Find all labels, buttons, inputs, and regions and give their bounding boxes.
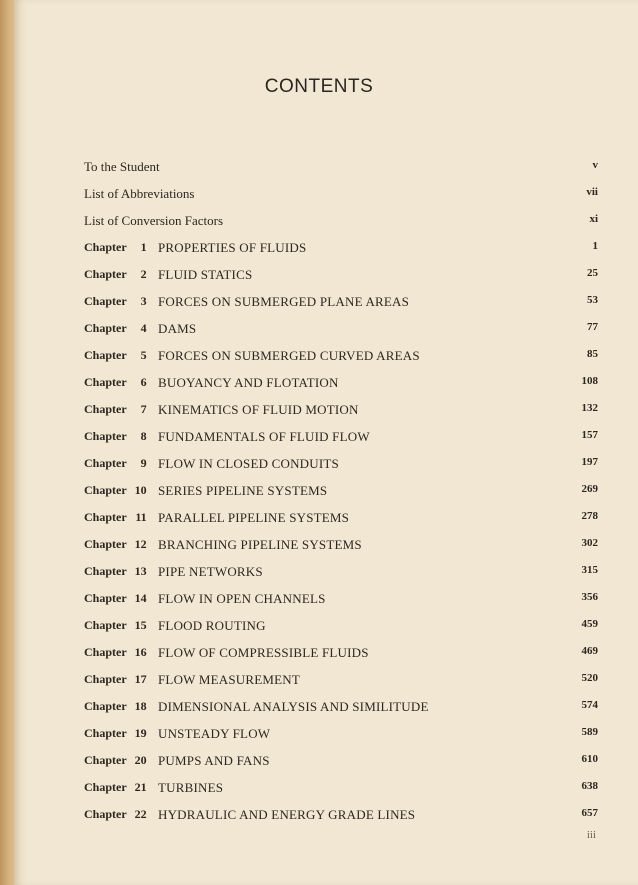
chapter-page: 157 — [581, 429, 598, 441]
toc-chapter-18 — [84, 699, 598, 719]
chapter-number-label: Chapter 20 — [84, 753, 147, 767]
chapter-page: 1 — [592, 240, 598, 252]
toc-entry-list-of-conversion-factors — [84, 213, 598, 233]
chapter-page: 356 — [581, 591, 598, 603]
chapter-title: FLOW IN CLOSED CONDUITS — [158, 456, 339, 471]
chapter-number-label: Chapter 8 — [84, 429, 147, 443]
chapter-page: 589 — [581, 726, 598, 738]
chapter-number-label: Chapter 16 — [84, 645, 147, 659]
toc-entry-label: List of Conversion Factors — [84, 213, 224, 228]
chapter-title: DIMENSIONAL ANALYSIS AND SIMILITUDE — [158, 699, 429, 714]
chapter-page: 610 — [581, 753, 598, 765]
chapter-page: 132 — [581, 402, 598, 414]
toc-chapter-13 — [84, 564, 598, 584]
chapter-page: 638 — [581, 780, 598, 792]
chapter-title: UNSTEADY FLOW — [158, 726, 271, 741]
toc-chapter-6 — [84, 375, 598, 395]
chapter-page: 302 — [581, 537, 598, 549]
chapter-page: 77 — [587, 321, 598, 333]
chapter-number-label: Chapter 13 — [84, 564, 147, 578]
chapter-title: BRANCHING PIPELINE SYSTEMS — [158, 537, 362, 552]
chapter-page: 269 — [581, 483, 598, 495]
chapter-number-label: Chapter 18 — [84, 699, 147, 713]
page-folio: iii — [586, 829, 596, 841]
chapter-page: 459 — [581, 618, 598, 630]
toc-entry-page: vii — [586, 186, 598, 198]
toc-chapter-4 — [84, 321, 598, 341]
chapter-page: 85 — [587, 348, 598, 360]
chapter-number-label: Chapter 10 — [84, 483, 147, 497]
chapter-title: BUOYANCY AND FLOTATION — [158, 375, 339, 390]
chapter-title: HYDRAULIC AND ENERGY GRADE LINES — [158, 807, 416, 822]
chapter-number-label: Chapter 6 — [84, 375, 147, 389]
toc-entry-label: List of Abbreviations — [84, 186, 195, 201]
chapter-title: FORCES ON SUBMERGED CURVED AREAS — [158, 348, 420, 363]
chapter-title: PIPE NETWORKS — [158, 564, 263, 579]
chapter-title: PROPERTIES OF FLUIDS — [158, 240, 307, 255]
chapter-number-label: Chapter 11 — [84, 510, 147, 524]
chapter-page: 197 — [581, 456, 598, 468]
chapter-title: FLUID STATICS — [158, 267, 253, 282]
chapter-number-label: Chapter 3 — [84, 294, 147, 308]
chapter-page: 108 — [581, 375, 598, 387]
chapter-title: FLOW OF COMPRESSIBLE FLUIDS — [158, 645, 369, 660]
toc-chapter-10 — [84, 483, 598, 503]
toc-chapter-1 — [84, 240, 598, 260]
toc-chapter-3 — [84, 294, 598, 314]
chapter-number-label: Chapter 21 — [84, 780, 147, 794]
chapter-title: FUNDAMENTALS OF FLUID FLOW — [158, 429, 370, 444]
toc-chapter-17 — [84, 672, 598, 692]
chapter-page: 315 — [581, 564, 598, 576]
toc-chapter-14 — [84, 591, 598, 611]
chapter-number-label: Chapter 4 — [84, 321, 147, 335]
chapter-page: 278 — [581, 510, 598, 522]
toc-chapter-15 — [84, 618, 598, 638]
book-spine-edge — [0, 0, 14, 885]
toc-entry-list-of-abbreviations — [84, 186, 598, 206]
chapter-title: FLOW MEASUREMENT — [158, 672, 300, 687]
chapter-page: 469 — [581, 645, 598, 657]
toc-chapter-7 — [84, 402, 598, 422]
chapter-number-label: Chapter 17 — [84, 672, 147, 686]
chapter-title: SERIES PIPELINE SYSTEMS — [158, 483, 328, 498]
chapter-page: 657 — [581, 807, 598, 819]
toc-entry-page: v — [592, 159, 598, 171]
toc-chapter-20 — [84, 753, 598, 773]
toc-chapter-8 — [84, 429, 598, 449]
chapter-title: PARALLEL PIPELINE SYSTEMS — [158, 510, 350, 525]
chapter-number-label: Chapter 15 — [84, 618, 147, 632]
chapter-number-label: Chapter 22 — [84, 807, 147, 821]
chapter-title: DAMS — [158, 321, 197, 336]
toc-chapter-11 — [84, 510, 598, 530]
chapter-title: PUMPS AND FANS — [158, 753, 270, 768]
chapter-page: 574 — [581, 699, 598, 711]
toc-entry-page: xi — [589, 213, 598, 225]
toc-chapter-12 — [84, 537, 598, 557]
toc-entry-label: To the Student — [84, 159, 160, 174]
toc-chapter-22 — [84, 807, 598, 827]
toc-chapter-19 — [84, 726, 598, 746]
chapter-page: 25 — [587, 267, 598, 279]
toc-chapter-21 — [84, 780, 598, 800]
chapter-number-label: Chapter 19 — [84, 726, 147, 740]
toc-chapter-5 — [84, 348, 598, 368]
chapter-page: 520 — [581, 672, 598, 684]
chapter-number-label: Chapter 1 — [84, 240, 147, 254]
chapter-number-label: Chapter 2 — [84, 267, 147, 281]
chapter-title: KINEMATICS OF FLUID MOTION — [158, 402, 359, 417]
toc-chapter-16 — [84, 645, 598, 665]
chapter-number-label: Chapter 5 — [84, 348, 147, 362]
chapter-number-label: Chapter 14 — [84, 591, 147, 605]
toc-chapter-2 — [84, 267, 598, 287]
toc-chapter-9 — [84, 456, 598, 476]
chapter-number-label: Chapter 12 — [84, 537, 147, 551]
chapter-title: TURBINES — [158, 780, 224, 795]
chapter-title: FORCES ON SUBMERGED PLANE AREAS — [158, 294, 410, 309]
chapter-number-label: Chapter 7 — [84, 402, 147, 416]
chapter-number-label: Chapter 9 — [84, 456, 147, 470]
toc-entry-to-the-student — [84, 159, 598, 179]
chapter-title: FLOOD ROUTING — [158, 618, 266, 633]
chapter-page: 53 — [587, 294, 598, 306]
chapter-title: FLOW IN OPEN CHANNELS — [158, 591, 326, 606]
page-title: CONTENTS — [264, 76, 374, 97]
